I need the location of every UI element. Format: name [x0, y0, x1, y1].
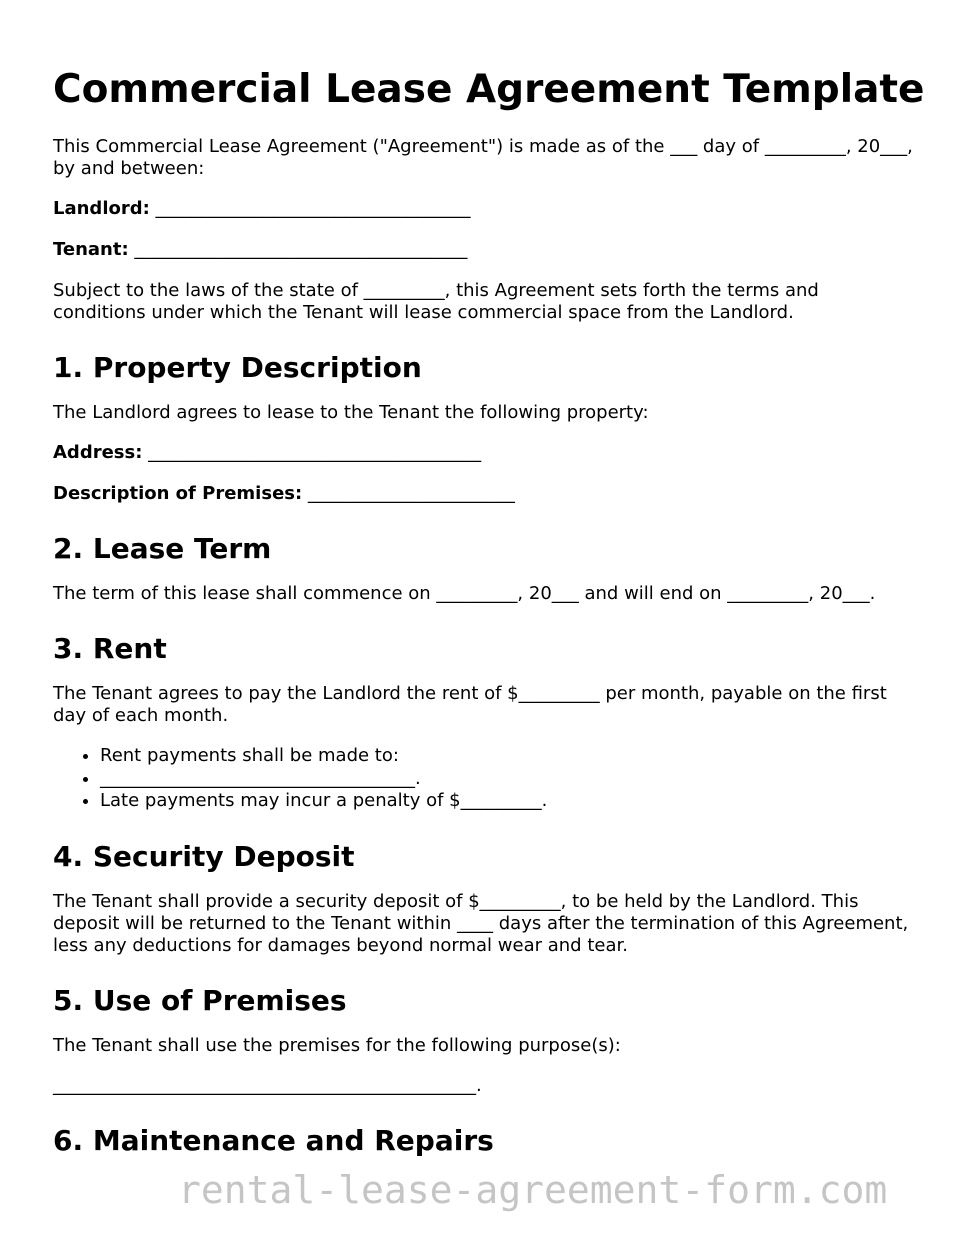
property-text: The Landlord agrees to lease to the Tenant the following property:: [53, 402, 649, 423]
list-item: • ___________________________________.: [100, 768, 913, 791]
address-field: [53, 442, 913, 464]
list-item: • Rent payments shall be made to:: [100, 745, 913, 768]
intro-paragraph: This Commercial Lease Agreement ("Agreement") is made as of the ___ day of _________, 20___, by and between:: [53, 136, 913, 179]
landlord-blank: ___________________________________: [155, 198, 471, 219]
rent-list: [53, 745, 913, 813]
tenant-blank: _____________________________________: [134, 239, 468, 260]
premises-field: [53, 483, 913, 505]
use-purpose-blank: _______________________________________________.: [53, 1074, 482, 1096]
watermark-text: rental-lease-agreement-form.com: [178, 1168, 888, 1212]
term-text: The term of this lease shall commence on _________, 20___ and will end on _________, 20___.: [53, 583, 876, 604]
document-title: Commercial Lease Agreement Template: [53, 67, 925, 112]
section-heading-term: 2. Lease Term: [53, 532, 272, 565]
document-page: [53, 66, 925, 1175]
section-heading-property: 1. Property Description: [53, 351, 422, 384]
tenant-field: [53, 239, 913, 261]
premises-label: Description of Premises:: [53, 483, 303, 504]
rent-text: The Tenant agrees to pay the Landlord the rent of $_________ per month, payable on the first day of each month.: [53, 683, 887, 726]
section-heading-maintenance: 6. Maintenance and Repairs: [53, 1123, 494, 1157]
list-item: • Late payments may incur a penalty of $_________.: [100, 790, 913, 813]
tenant-label: Tenant:: [53, 239, 129, 260]
section-heading-use: 5. Use of Premises: [53, 983, 347, 1017]
section-heading-deposit: 4. Security Deposit: [53, 839, 355, 873]
landlord-field: [53, 198, 913, 220]
deposit-text: The Tenant shall provide a security deposit of $_________, to be held by the Landlord. This deposit will be returned to the Tenant within ____ days after the termination of this Agreement, less any deductions for damages beyond normal wear and tear.: [53, 890, 909, 956]
landlord-label: Landlord:: [53, 198, 150, 219]
premises-blank: _______________________: [307, 483, 515, 504]
address-label: Address:: [53, 442, 143, 463]
address-blank: _____________________________________: [148, 442, 482, 463]
section-heading-rent: 3. Rent: [53, 632, 167, 665]
subject-paragraph: Subject to the laws of the state of _________, this Agreement sets forth the terms and conditions under which the Tenant will lease commercial space from the Landlord.: [53, 280, 819, 323]
use-text: The Tenant shall use the premises for the following purpose(s):: [53, 1034, 621, 1056]
